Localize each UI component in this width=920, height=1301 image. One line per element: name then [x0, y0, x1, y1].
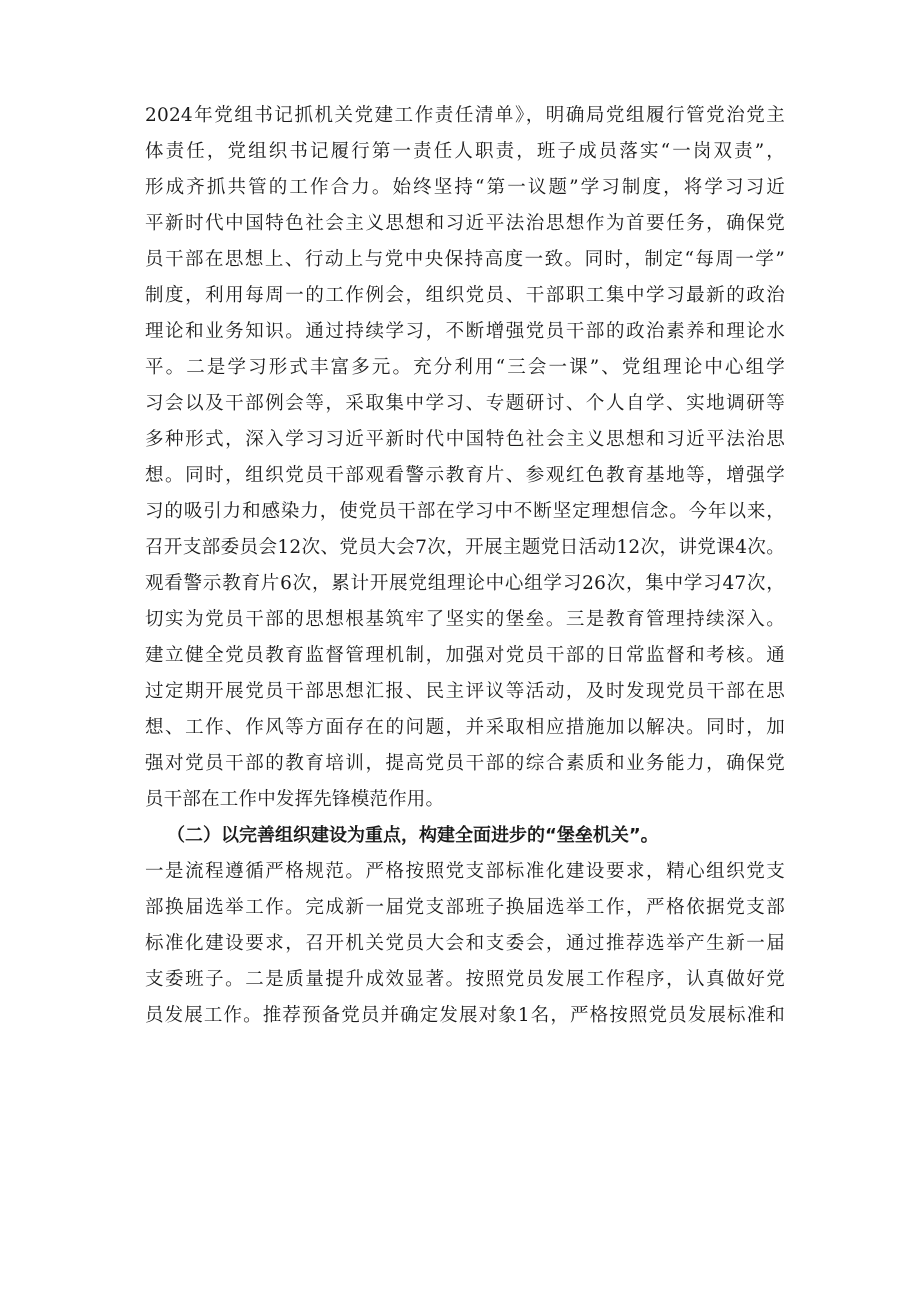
- text-line: 制度，利用每周一的工作例会，组织党员、干部职工集中学习最新的政治: [145, 285, 785, 306]
- text-line: 员干部在思想上、行动上与党中央保持高度一致。同时，制定“每周一学”: [145, 249, 785, 270]
- text-line: 建立健全党员教育监督管理机制，加强对党员干部的日常监督和考核。通: [145, 645, 785, 666]
- text-line: 员干部在工作中发挥先锋模范作用。: [145, 789, 445, 810]
- text-line: 召开支部委员会12次、党员大会7次，开展主题党日活动12次，讲党课4次。: [145, 537, 785, 558]
- text-line: 平新时代中国特色社会主义思想和习近平法治思想作为首要任务，确保党: [145, 213, 785, 234]
- text-line: 观看警示教育片6次，累计开展党组理论中心组学习26次，集中学习47次，: [145, 573, 785, 594]
- text-line: 形成齐抓共管的工作合力。始终坚持“第一议题”学习制度，将学习习近: [145, 177, 785, 198]
- text-line: 2024年党组书记抓机关党建工作责任清单》，明确局党组履行管党治党主: [145, 105, 785, 126]
- paragraph-1: [145, 98, 785, 818]
- text-line: 想。同时，组织党员干部观看警示教育片、参观红色教育基地等，增强学: [145, 465, 785, 486]
- text-line: 员发展工作。推荐预备党员并确定发展对象1名，严格按照党员发展标准和: [145, 1005, 785, 1026]
- text-line: 部换届选举工作。完成新一届党支部班子换届选举工作，严格依据党支部: [145, 897, 785, 918]
- text-line: 支委班子。二是质量提升成效显著。按照党员发展工作程序，认真做好党: [145, 969, 785, 990]
- text-line: 过定期开展党员干部思想汇报、民主评议等活动，及时发现党员干部在思: [145, 681, 785, 702]
- text-line: 多种形式，深入学习习近平新时代中国特色社会主义思想和习近平法治思: [145, 429, 785, 450]
- text-line: 平。二是学习形式丰富多元。充分利用“三会一课”、党组理论中心组学: [145, 357, 785, 378]
- text-line: 理论和业务知识。通过持续学习，不断增强党员干部的政治素养和理论水: [145, 321, 785, 342]
- section-heading: （二）以完善组织建设为重点，构建全面进步的“堡垒机关”。: [167, 825, 659, 846]
- paragraph-2: [145, 854, 785, 1034]
- text-line: 强对党员干部的教育培训，提高党员干部的综合素质和业务能力，确保党: [145, 753, 785, 774]
- text-line: 一是流程遵循严格规范。严格按照党支部标准化建设要求，精心组织党支: [145, 861, 785, 882]
- document-body: [145, 98, 785, 1034]
- text-line: 切实为党员干部的思想根基筑牢了坚实的堡垒。三是教育管理持续深入。: [145, 609, 785, 630]
- text-line: 体责任，党组织书记履行第一责任人职责，班子成员落实“一岗双责”，: [145, 141, 785, 162]
- text-line: 习的吸引力和感染力，使党员干部在学习中不断坚定理想信念。今年以来，: [145, 501, 785, 522]
- text-line: 标准化建设要求，召开机关党员大会和支委会，通过推荐选举产生新一届: [145, 933, 785, 954]
- text-line: 想、工作、作风等方面存在的问题，并采取相应措施加以解决。同时，加: [145, 717, 785, 738]
- text-line: 习会以及干部例会等，采取集中学习、专题研讨、个人自学、实地调研等: [145, 393, 785, 414]
